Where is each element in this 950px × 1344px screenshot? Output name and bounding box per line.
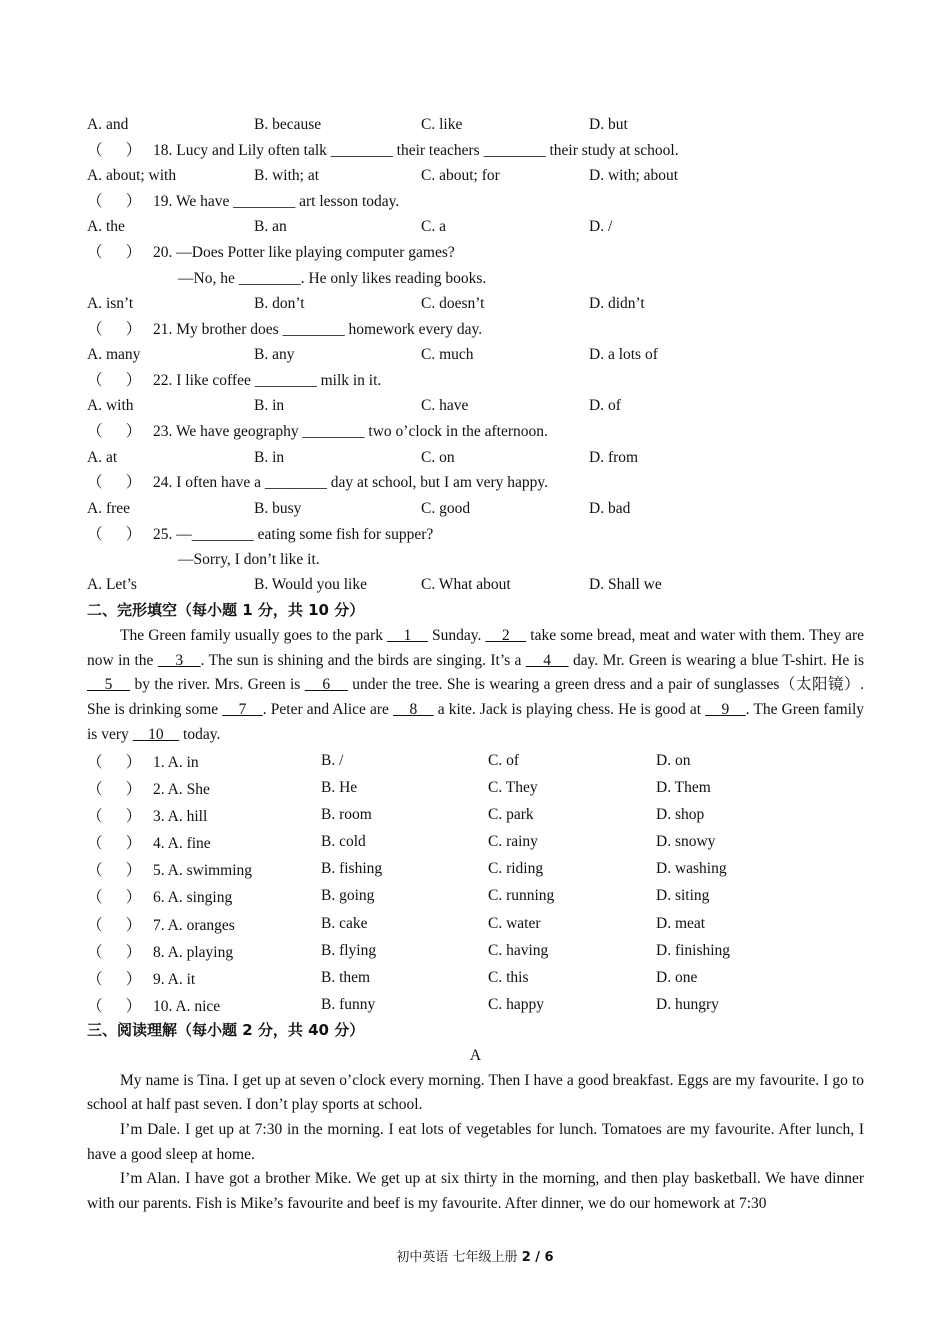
options-row [87, 573, 864, 599]
cloze-item-row [87, 883, 864, 910]
cloze-item-row [87, 991, 864, 1018]
answer-paren: （ ） [87, 997, 142, 1015]
option: C. a [421, 218, 446, 236]
cloze-option-a: （ ） 4. A. fine [87, 831, 321, 853]
cloze-items [87, 747, 864, 1018]
answer-paren: （ ） [87, 141, 142, 159]
answer-paren: （ ） [87, 243, 142, 261]
options-row [87, 291, 864, 317]
footer-text: 初中英语 七年级上册 [396, 1250, 522, 1265]
cloze-option-c: C. this [488, 968, 529, 986]
option: A. isn’t [87, 294, 134, 312]
blank-number: 5 [87, 676, 131, 694]
answer-paren: （ ） [87, 862, 142, 880]
option: D. Shall we [589, 576, 662, 594]
answer-paren: （ ） [87, 889, 142, 907]
question-stem [87, 368, 864, 394]
cloze-option-a: （ ） 2. A. She [87, 777, 321, 799]
answer-paren: （ ） [87, 943, 142, 961]
question-stem [87, 419, 864, 445]
options-row [87, 112, 864, 138]
question-text: 23. We have geography ________ two o’clock in the afternoon. [153, 423, 548, 441]
option: C. on [421, 448, 455, 466]
cloze-option-a: （ ） 5. A. swimming [87, 858, 321, 880]
cloze-item-row [87, 829, 864, 856]
answer-paren: （ ） [87, 970, 142, 988]
question-text: 22. I like coffee ________ milk in it. [153, 371, 382, 389]
cloze-option-d: D. shop [656, 806, 705, 824]
question-stem [87, 317, 864, 343]
cloze-option-c: C. happy [488, 995, 544, 1013]
cloze-item-row [87, 964, 864, 991]
cloze-option-a: （ ） 6. A. singing [87, 885, 321, 907]
reading-paragraph: My name is Tina. I get up at seven o’clock every morning. Then I have a good breakfast. Eggs are my favourite. I go to school at half past seven. I don’t play sports at school. [87, 1071, 864, 1114]
cloze-option-d: D. siting [656, 887, 710, 905]
cloze-option-d: D. washing [656, 860, 727, 878]
cloze-option-b: B. He [321, 779, 358, 797]
cloze-passage: The Green family usually goes to the park 1 Sunday. 2 take some bread, meat and water with them. They are now in the 3 . The sun is shining and the birds are singing. It’s a 4 day. Mr. Green is wearing a blue T-shirt. He is 5 by the river. Mrs. Green is 6 under the tree. She is wearing a green dress and a pair of sunglasses（太阳镜）. She is drinking some 7 . Peter and Alice are 8 a kite. Jack is playing chess. He is good at 9 . The Green family is very 10 today. [87, 626, 865, 743]
option: C. have [421, 397, 469, 415]
question-text: 21. My brother does ________ homework every day. [153, 320, 483, 338]
option: B. don’t [254, 294, 305, 312]
option: A. with [87, 397, 134, 415]
blank-number: 1 [387, 626, 428, 644]
section-2-heading: 二、完形填空（每小题 1 分，共 10 分） [87, 601, 365, 620]
question-text: 18. Lucy and Lily often talk ________ their teachers ________ their study at school. [153, 141, 679, 159]
question-stem [87, 189, 864, 215]
cloze-option-c: C. of [488, 751, 519, 769]
blank-number: 4 [525, 651, 569, 669]
option: D. of [589, 397, 621, 415]
exam-page [87, 112, 864, 1217]
question-text: 25. —________ eating some fish for supper? [153, 525, 434, 543]
cloze-option-c: C. having [488, 941, 549, 959]
page-footer [0, 1246, 950, 1265]
blank-number: 6 [304, 676, 348, 694]
cloze-option-b: B. funny [321, 995, 376, 1013]
answer-paren: （ ） [87, 781, 142, 799]
blank-number: 2 [485, 626, 527, 644]
cloze-item-row [87, 802, 864, 829]
option: A. Let’s [87, 576, 137, 594]
cloze-option-a: （ ） 9. A. it [87, 967, 321, 989]
cloze-option-b: B. cake [321, 914, 368, 932]
option: B. in [254, 448, 285, 466]
question-continuation: —Sorry, I don’t like it. [178, 551, 320, 569]
option: A. and [87, 115, 129, 133]
cloze-option-d: D. finishing [656, 941, 731, 959]
question-continuation: —No, he ________. He only likes reading books. [178, 269, 487, 287]
cloze-option-c: C. water [488, 914, 541, 932]
answer-paren: （ ） [87, 835, 142, 853]
option: D. from [589, 448, 639, 466]
question-text: 20. —Does Potter like playing computer games? [153, 243, 455, 261]
question-text: 24. I often have a ________ day at school, but I am very happy. [153, 474, 549, 492]
option: C. like [421, 115, 463, 133]
cloze-option-d: D. Them [656, 779, 711, 797]
section-3-heading: 三、阅读理解（每小题 2 分，共 40 分） [87, 1021, 365, 1040]
question-stem [87, 138, 864, 164]
option: C. much [421, 346, 474, 364]
question-stem [87, 522, 864, 548]
options-row [87, 342, 864, 368]
answer-paren: （ ） [87, 916, 142, 934]
cloze-option-b: B. cold [321, 833, 366, 851]
option: A. free [87, 499, 131, 517]
options-row [87, 394, 864, 420]
blank-number: 8 [393, 700, 434, 718]
option: C. about; for [421, 166, 500, 184]
option: C. doesn’t [421, 294, 485, 312]
cloze-item-row [87, 774, 864, 801]
option: D. / [589, 218, 613, 236]
options-row [87, 163, 864, 189]
options-row [87, 496, 864, 522]
multiple-choice-section [87, 112, 864, 598]
answer-paren: （ ） [87, 753, 142, 771]
cloze-item-row [87, 856, 864, 883]
option: B. Would you like [254, 576, 367, 594]
option: B. because [254, 115, 322, 133]
page-number: 2 / 6 [521, 1250, 554, 1265]
cloze-option-b: B. fishing [321, 860, 383, 878]
cloze-option-a: （ ） 8. A. playing [87, 940, 321, 962]
cloze-option-d: D. one [656, 968, 698, 986]
option: B. busy [254, 499, 302, 517]
cloze-option-a: （ ） 1. A. in [87, 750, 321, 772]
blank-number: 9 [705, 700, 746, 718]
passage-label: A [469, 1046, 482, 1064]
option: A. many [87, 346, 141, 364]
cloze-option-d: D. snowy [656, 833, 716, 851]
option: C. good [421, 499, 471, 517]
cloze-option-b: B. / [321, 751, 344, 769]
cloze-option-b: B. room [321, 806, 372, 824]
answer-paren: （ ） [87, 525, 142, 543]
option: B. in [254, 397, 285, 415]
cloze-item-row [87, 937, 864, 964]
cloze-item-row [87, 910, 864, 937]
option: B. an [254, 218, 287, 236]
reading-passage [87, 1069, 864, 1217]
option: B. with; at [254, 166, 320, 184]
option: D. with; about [589, 166, 679, 184]
cloze-option-a: （ ） 10. A. nice [87, 994, 321, 1016]
cloze-option-c: C. running [488, 887, 555, 905]
reading-paragraph: I’m Alan. I have got a brother Mike. We get up at six thirty in the morning, and then play basketball. We have dinner with our parents. Fish is Mike’s favourite and beef is my favourite. After dinner, we do our homework at 7:30 [87, 1170, 864, 1213]
option: D. bad [589, 499, 631, 517]
blank-number: 3 [157, 651, 201, 669]
cloze-option-a: （ ） 3. A. hill [87, 804, 321, 826]
reading-paragraph: I’m Dale. I get up at 7:30 in the morning. I eat lots of vegetables for lunch. Tomatoes are my favourite. After lunch, I have a good sleep at home. [87, 1121, 864, 1163]
answer-paren: （ ） [87, 808, 142, 826]
answer-paren: （ ） [87, 423, 142, 441]
cloze-option-d: D. on [656, 751, 691, 769]
answer-paren: （ ） [87, 192, 142, 210]
cloze-option-c: C. park [488, 806, 534, 824]
answer-paren: （ ） [87, 320, 142, 338]
cloze-option-b: B. going [321, 887, 375, 905]
answer-paren: （ ） [87, 474, 142, 492]
cloze-option-d: D. hungry [656, 995, 719, 1013]
option: A. the [87, 218, 125, 236]
cloze-item-row [87, 747, 864, 774]
option: D. but [589, 115, 628, 133]
options-row [87, 214, 864, 240]
blank-number: 7 [222, 700, 263, 718]
question-stem [87, 470, 864, 496]
option: D. a lots of [589, 346, 658, 364]
cloze-option-c: C. They [488, 779, 538, 797]
cloze-option-b: B. them [321, 968, 371, 986]
question-text: 19. We have ________ art lesson today. [153, 192, 400, 210]
option: D. didn’t [589, 294, 645, 312]
question-stem [87, 240, 864, 266]
option: A. about; with [87, 166, 177, 184]
answer-paren: （ ） [87, 371, 142, 389]
option: A. at [87, 448, 118, 466]
cloze-option-b: B. flying [321, 941, 377, 959]
cloze-option-d: D. meat [656, 914, 706, 932]
cloze-option-c: C. riding [488, 860, 544, 878]
cloze-option-a: （ ） 7. A. oranges [87, 913, 321, 935]
cloze-option-c: C. rainy [488, 833, 538, 851]
blank-number: 10 [132, 725, 180, 743]
option: B. any [254, 346, 295, 364]
option: C. What about [421, 576, 511, 594]
options-row [87, 445, 864, 471]
